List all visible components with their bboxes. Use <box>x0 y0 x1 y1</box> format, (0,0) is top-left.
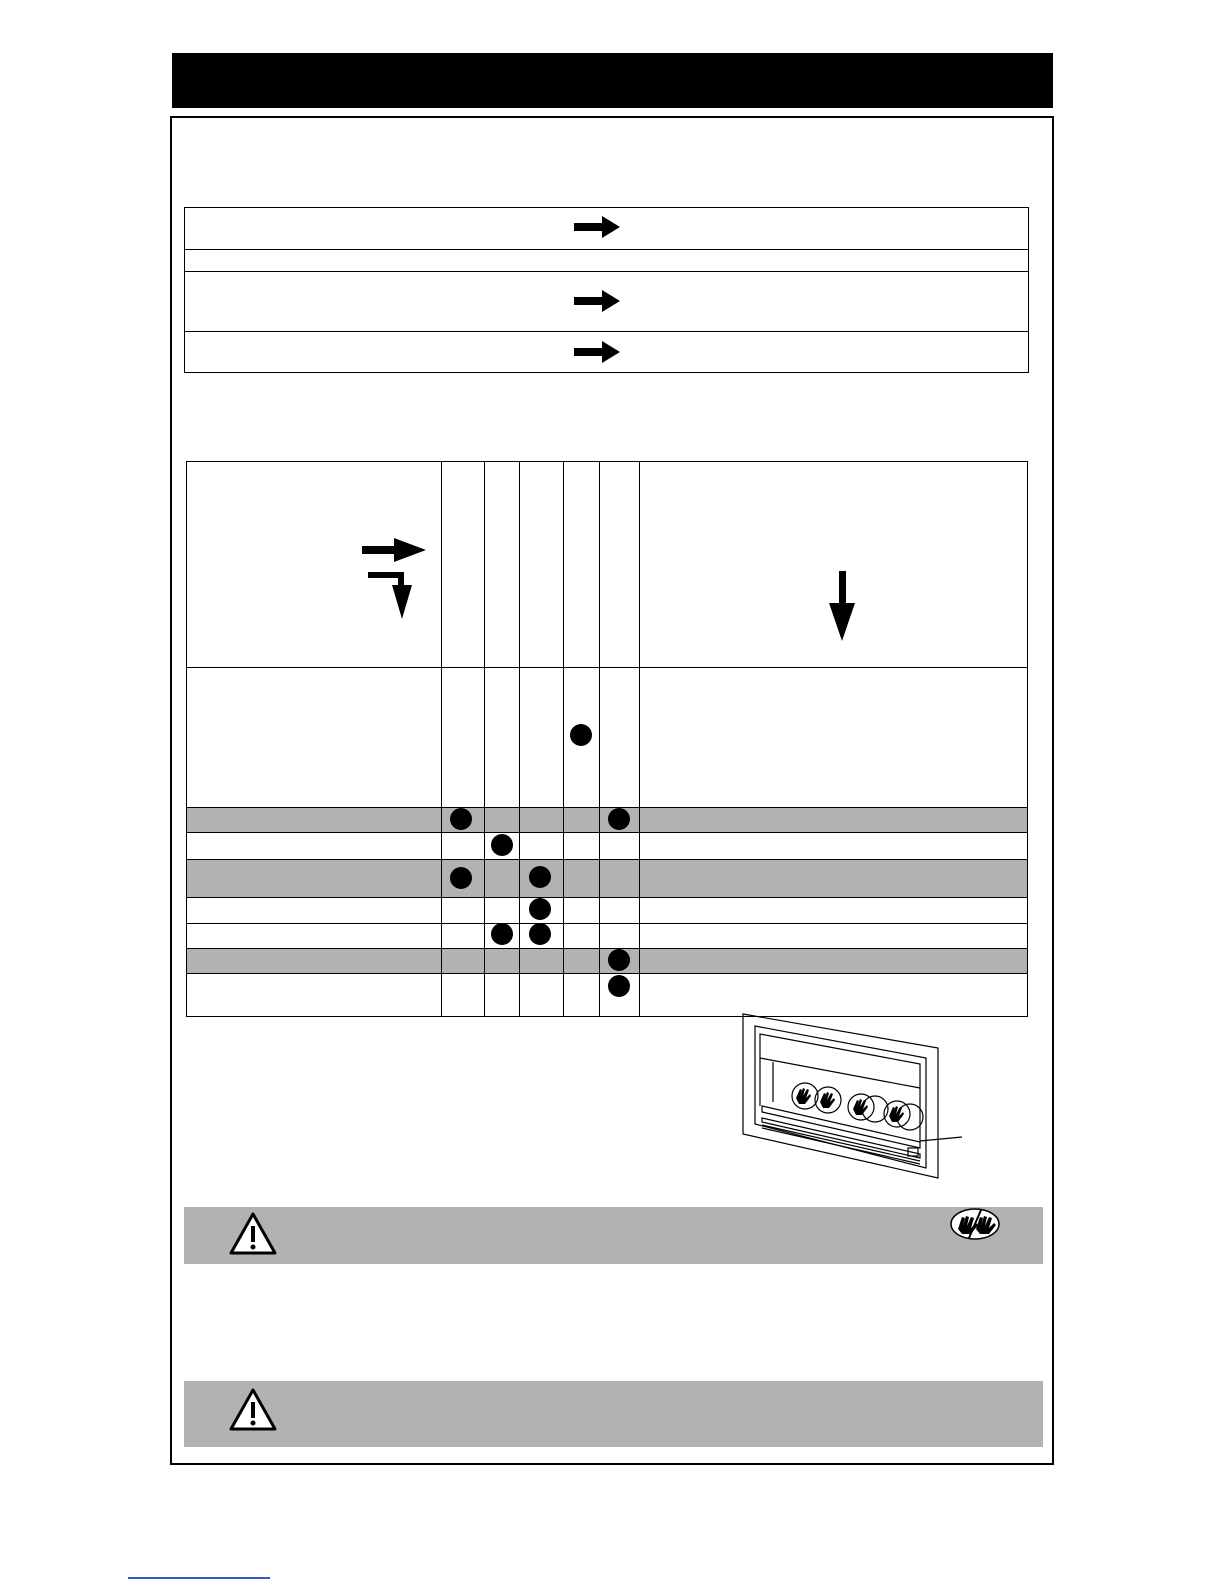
indicator-dot <box>491 923 513 945</box>
right-arrow-icon <box>572 288 622 314</box>
right-arrow-icon <box>360 535 428 565</box>
turn-down-arrow-icon <box>366 569 414 621</box>
warning-bar <box>184 1381 1043 1447</box>
indicator-dot <box>491 834 513 856</box>
do-not-touch-hands-icon <box>949 1207 1001 1241</box>
warning-triangle-icon <box>228 1387 278 1433</box>
right-arrow-icon <box>572 214 622 240</box>
down-arrow-icon <box>826 569 858 643</box>
indicator-dot <box>608 808 630 830</box>
right-arrow-icon <box>572 339 622 365</box>
title-bar <box>172 53 1053 108</box>
indicator-dot <box>450 867 472 889</box>
indicator-dot <box>608 975 630 997</box>
indicator-dot <box>529 923 551 945</box>
indicator-dot <box>450 808 472 830</box>
indicator-dot <box>608 949 630 971</box>
indicator-dot <box>529 866 551 888</box>
symptom-matrix <box>186 461 1028 1017</box>
indicator-dot <box>529 898 551 920</box>
indicator-dot <box>570 724 592 746</box>
warning-triangle-icon <box>228 1211 278 1257</box>
warning-bar <box>184 1207 1043 1264</box>
fireplace-illustration <box>740 1010 980 1182</box>
footer-link-underline[interactable] <box>128 1577 270 1579</box>
